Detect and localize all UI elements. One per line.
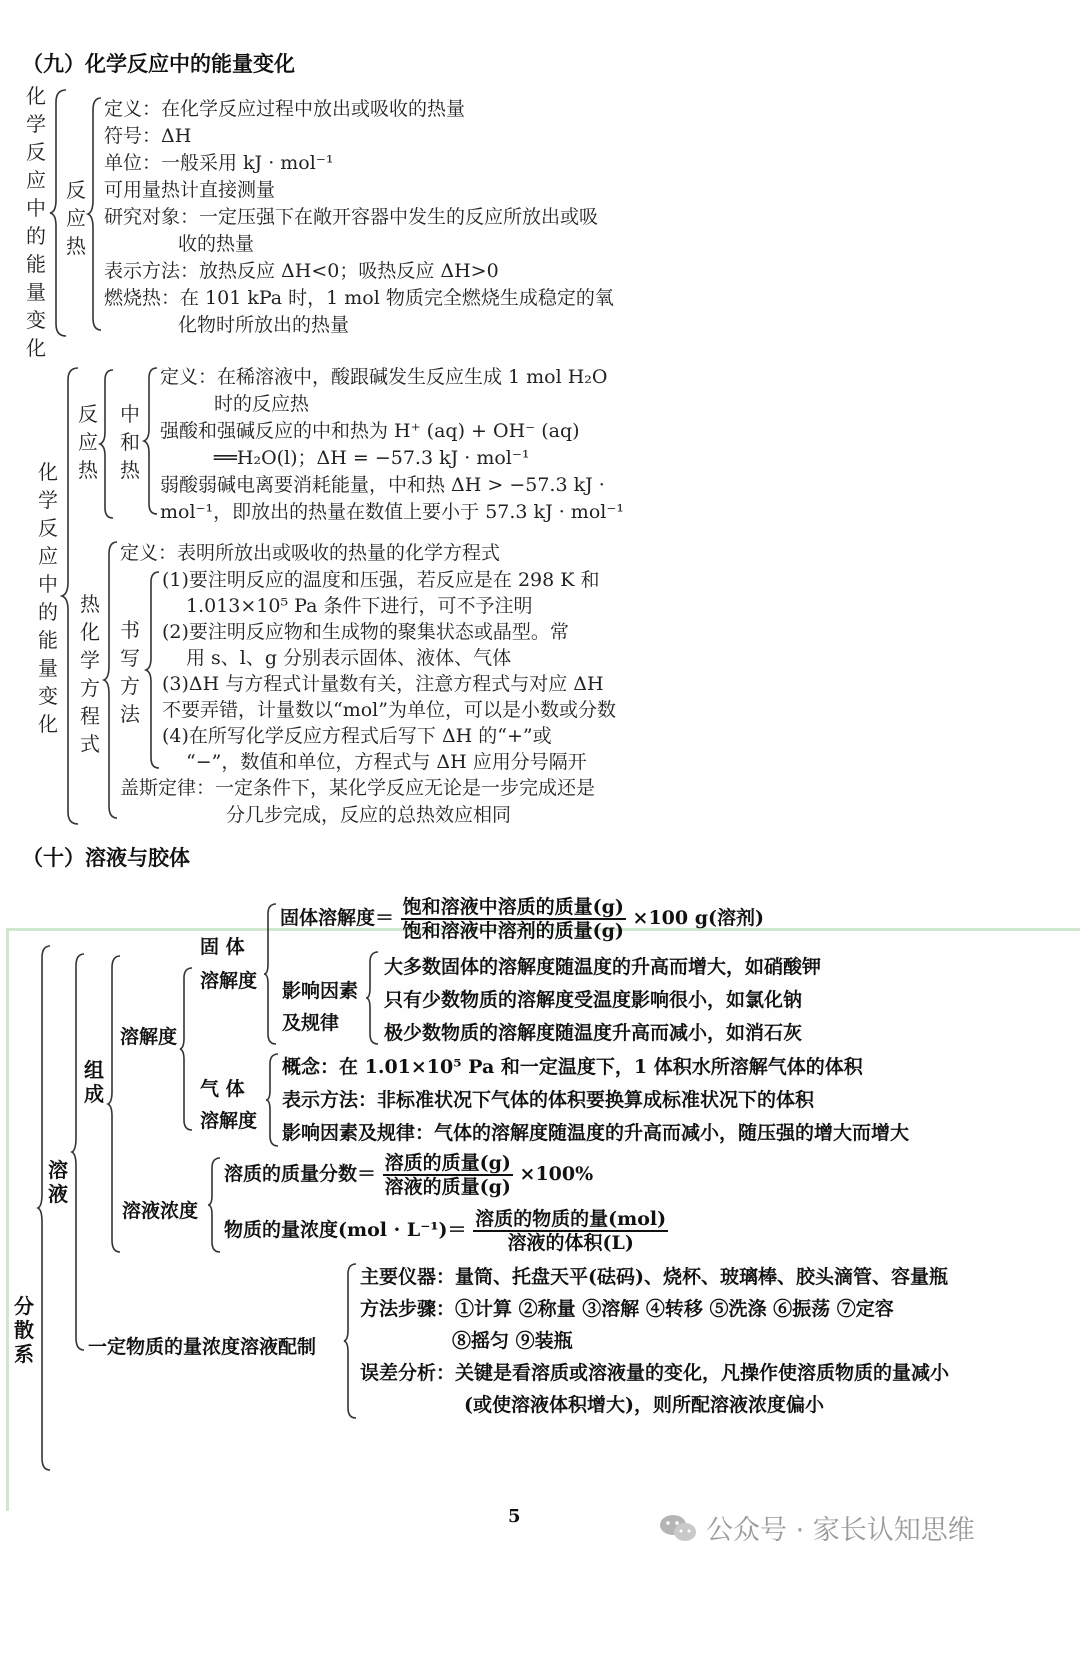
dispersion-root-brace <box>38 944 52 1472</box>
solid-solubility-formula <box>280 896 764 942</box>
mass-fraction-numerator: 溶质的质量(g) <box>384 1152 511 1174</box>
part1-root-label: 化学反应中的能量变化 <box>26 84 46 360</box>
solid-solubility-brace <box>264 902 278 1046</box>
part2-sub2-line: “−”，数值和单位，方程式与 ΔH 应用分号隔开 <box>186 751 587 773</box>
solid-formula-numerator: 饱和溶液中溶质的质量(g) <box>402 896 624 918</box>
part2-sub1-line: 强酸和强碱反应的中和热为 H⁺ (aq) + OH⁻ (aq) <box>160 420 580 442</box>
part2-sub2-brace <box>146 570 162 770</box>
factor-line: 大多数固体的溶解度随温度的升高而增大，如硝酸钾 <box>384 956 822 978</box>
part2-sub1-line: 弱酸弱碱电离要消耗能量，中和热 ΔH > −57.3 kJ · <box>160 474 605 496</box>
gas-line: 影响因素及规律：气体的溶解度随温度的升高而减小，随压强的增大而增大 <box>282 1122 910 1144</box>
factor-line: 只有少数物质的溶解度受温度影响很小，如氯化钠 <box>384 989 803 1011</box>
gas-solubility-label: 气 体 <box>200 1078 245 1100</box>
part1-line: 研究对象：一定压强下在敞开容器中发生的反应所放出或吸 <box>104 206 599 228</box>
section9-heading: （九）化学反应中的能量变化 <box>22 52 295 76</box>
mass-fraction-formula <box>224 1152 593 1198</box>
part2-sub2-line: (3)ΔH 与方程式计量数有关，注意方程式与对应 ΔH <box>162 673 604 695</box>
solution-label: 溶液 <box>48 1158 68 1206</box>
part2-group1-label: 反应热 <box>78 402 98 482</box>
solubility-label: 溶解度 <box>120 1026 178 1048</box>
part2-group2-label: 热化学方程式 <box>80 592 100 756</box>
watermark <box>658 1508 975 1547</box>
part2-def2: 定义：表明所放出或吸收的热量的化学方程式 <box>120 542 501 564</box>
prep-line: ⑧摇匀 ⑨装瓶 <box>452 1330 573 1352</box>
part1-group-label: 反应热 <box>66 178 86 258</box>
prep-line: 误差分析：关键是看溶质或溶液量的变化，凡操作使溶质物质的量减小 <box>360 1362 950 1384</box>
solid-formula-denominator: 饱和溶液中溶剂的质量(g) <box>402 920 624 942</box>
part1-group-brace <box>88 96 104 332</box>
molar-numerator: 溶质的物质的量(mol) <box>475 1208 667 1230</box>
solid-solubility-label: 固 体 <box>200 936 245 958</box>
part2-sub2-label: 书写方法 <box>120 618 140 726</box>
prep-line: 主要仪器：量筒、托盘天平(砝码)、烧杯、玻璃棒、胶头滴管、容量瓶 <box>360 1266 948 1288</box>
preparation-label: 一定物质的量浓度溶液配制 <box>88 1336 317 1358</box>
solid-solubility-label2: 溶解度 <box>200 970 258 992</box>
molar-label: 物质的量浓度(mol · L⁻¹)＝ <box>224 1219 467 1241</box>
mass-fraction-tail: ×100% <box>519 1163 594 1185</box>
part1-line: 表示方法：放热反应 ΔH<0；吸热反应 ΔH>0 <box>104 260 499 282</box>
composition-label: 组成 <box>84 1058 104 1106</box>
part2-sub1-label: 中和热 <box>120 402 140 482</box>
page-number: 5 <box>508 1506 521 1527</box>
part2-sub2-line: 1.013×10⁵ Pa 条件下进行，可不予注明 <box>186 595 533 617</box>
concentration-brace <box>208 1156 222 1254</box>
dispersion-root-label: 分散系 <box>14 1294 34 1366</box>
part2-hess-cont: 分几步完成，反应的总热效应相同 <box>226 804 512 826</box>
factors-label: 影响因素 <box>282 980 359 1002</box>
molar-concentration-formula <box>224 1208 668 1254</box>
prep-line: 方法步骤：①计算 ②称量 ③溶解 ④转移 ⑤洗涤 ⑥振荡 ⑦定容 <box>360 1298 894 1320</box>
part2-sub1-line: mol⁻¹，即放出的热量在数值上要小于 57.3 kJ · mol⁻¹ <box>160 501 624 523</box>
part2-sub1-line: ══H₂O(l)；ΔH = −57.3 kJ · mol⁻¹ <box>214 447 530 469</box>
mass-fraction-denominator: 溶液的质量(g) <box>384 1176 511 1198</box>
part2-sub2-line: 用 s、l、g 分别表示固体、液体、气体 <box>186 647 512 669</box>
watermark-text: 公众号 · 家长认知思维 <box>706 1515 975 1546</box>
part1-line: 收的热量 <box>178 233 255 255</box>
mass-fraction-fraction <box>383 1152 513 1198</box>
part2-root-label: 化学反应中的能量变化 <box>38 460 58 736</box>
part2-sub1-line: 定义：在稀溶液中，酸跟碱发生反应生成 1 mol H₂O <box>160 366 608 388</box>
part2-sub1-brace <box>144 366 160 516</box>
solubility-brace <box>180 966 194 1132</box>
preparation-brace <box>344 1262 358 1420</box>
part1-line: 燃烧热：在 101 kPa 时，1 mol 物质完全燃烧生成稳定的氧 <box>104 287 614 309</box>
part2-sub2-line: (4)在所写化学反应方程式后写下 ΔH 的“+”或 <box>162 725 552 747</box>
prep-line: (或使溶液体积增大)，则所配溶液浓度偏小 <box>464 1394 824 1416</box>
section10-heading: （十）溶液与胶体 <box>22 846 190 870</box>
part2-hess: 盖斯定律：一定条件下，某化学反应无论是一步完成还是 <box>120 777 596 799</box>
factors-brace <box>366 950 380 1046</box>
molar-fraction <box>473 1208 668 1254</box>
part1-line: 化物时所放出的热量 <box>178 314 350 336</box>
part2-sub2-line: (1)要注明反应的温度和压强，若反应是在 298 K 和 <box>162 569 600 591</box>
part1-line: 单位：一般采用 kJ · mol⁻¹ <box>104 152 334 174</box>
gas-line: 表示方法：非标准状况下气体的体积要换算成标准状况下的体积 <box>282 1089 815 1111</box>
solution-brace <box>72 952 86 1352</box>
gas-line: 概念：在 1.01×10⁵ Pa 和一定温度下，1 体积水所溶解气体的体积 <box>282 1056 863 1078</box>
part2-sub2-line: 不要弄错，计量数以“mol”为单位，可以是小数或分数 <box>162 699 616 721</box>
molar-denominator: 溶液的体积(L) <box>507 1232 634 1254</box>
factor-line: 极少数物质的溶解度随温度升高而减小，如消石灰 <box>384 1022 803 1044</box>
part2-sub1-line: 时的反应热 <box>214 393 310 415</box>
part1-line: 符号：ΔH <box>104 125 192 147</box>
solid-formula-tail: ×100 g(溶剂) <box>632 907 764 929</box>
part1-line: 定义：在化学反应过程中放出或吸收的热量 <box>104 98 466 120</box>
solid-formula-label: 固体溶解度＝ <box>280 907 395 929</box>
gas-solubility-brace <box>266 1052 280 1148</box>
part2-sub2-line: (2)要注明反应物和生成物的聚集状态或晶型。常 <box>162 621 569 643</box>
factors-label2: 及规律 <box>282 1012 340 1034</box>
solid-formula-fraction <box>401 896 626 942</box>
mass-fraction-label: 溶质的质量分数＝ <box>224 1163 377 1185</box>
composition-brace <box>108 954 122 1254</box>
gas-solubility-label2: 溶解度 <box>200 1110 258 1132</box>
wechat-icon <box>658 1512 698 1544</box>
part2-group1-brace <box>100 368 116 520</box>
concentration-label: 溶液浓度 <box>122 1200 199 1222</box>
part1-line: 可用量热计直接测量 <box>104 179 276 201</box>
